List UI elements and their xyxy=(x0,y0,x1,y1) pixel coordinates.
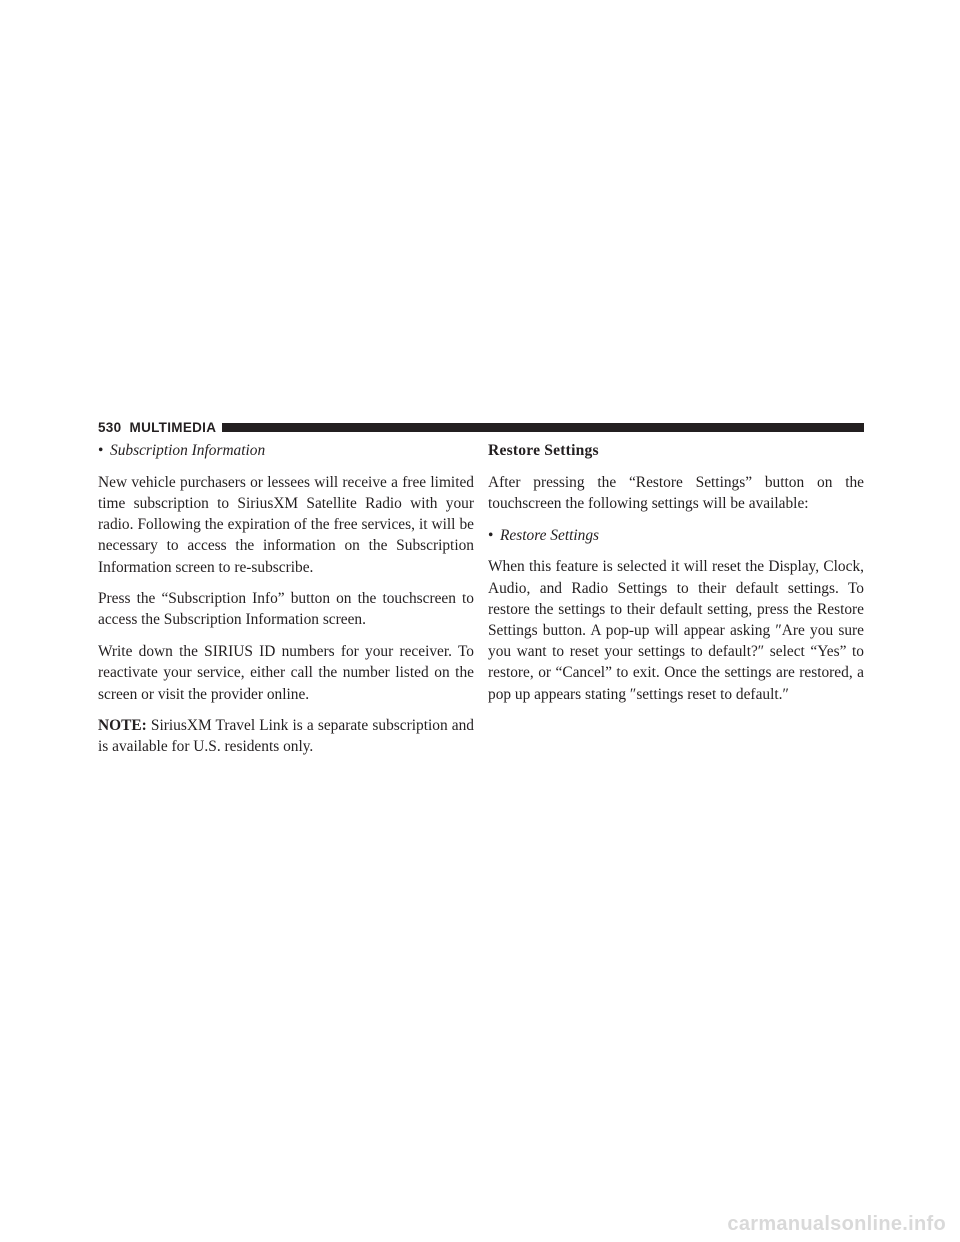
bullet-label: Subscription Information xyxy=(110,442,266,459)
bullet-icon: • xyxy=(98,442,104,459)
paragraph-write-down-id: Write down the SIRIUS ID numbers for your receiver. To reactivate your service, either call the number listed on the screen or visit the provider online. xyxy=(98,643,474,703)
right-column xyxy=(488,440,864,715)
left-column xyxy=(98,440,474,768)
section-title: MULTIMEDIA xyxy=(129,419,217,435)
page-header-label xyxy=(98,420,216,435)
bullet-icon: • xyxy=(488,526,494,544)
watermark-text: carmanualsonline.info xyxy=(727,1213,946,1235)
page-header xyxy=(98,419,864,435)
paragraph-press-subscription-info: Press the “Subscription Info” button on the touchscreen to access the Subscription Information screen. xyxy=(98,590,474,629)
bullet-item-restore-settings xyxy=(488,525,864,546)
bullet-label: Restore Settings xyxy=(500,526,600,544)
section-heading-restore-settings: Restore Settings xyxy=(488,442,599,459)
bullet-item-subscription-information xyxy=(98,440,474,461)
paragraph-new-vehicle: New vehicle purchasers or lessees will receive a free limited time subscription to SiriusXM Satellite Radio with your radio. Following the expiration of the free services, it will be necessary to access the information on the Subscription Information screen to re-subscribe. xyxy=(98,473,474,576)
page-number: 530 xyxy=(98,419,122,435)
paragraph-restore-body: When this feature is selected it will reset the Display, Clock, Audio, and Radio Settings to their default settings. To restore the settings to their default setting, press the Restore Settings button. A pop-up will appear asking ″Are you sure you want to reset your settings to default?″ select “Yes” to restore, or “Cancel” to exit. Once the settings are restored, a pop up appears stating ″settings reset to default.″ xyxy=(488,558,864,703)
note-paragraph xyxy=(98,715,474,757)
paragraph-restore-intro: After pressing the “Restore Settings” button on the touchscreen the following settings will be available: xyxy=(488,473,864,512)
note-text: SiriusXM Travel Link is a separate subscription and is available for U.S. residents only. xyxy=(98,717,475,756)
header-rule xyxy=(222,423,864,432)
note-label: NOTE: xyxy=(98,717,147,735)
